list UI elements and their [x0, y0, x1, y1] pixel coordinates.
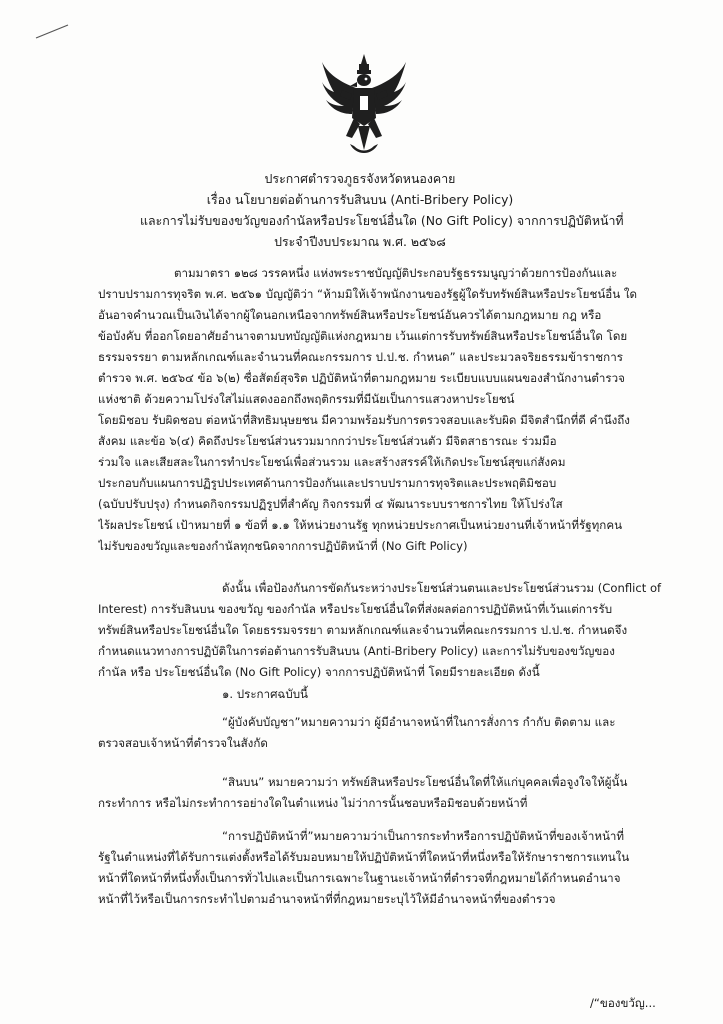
text-line: รัฐในตำแหน่งที่ได้รับการแต่งตั้งหรือได้รับมอบหมายให้ปฏิบัติหน้าที่ใดหน้าที่หนึ่งหรือให้รักษาราชการแทนใน: [98, 850, 630, 864]
text-line: กำนัล หรือ ประโยชน์อื่นใด (No Gift Policy) จากการปฏิบัติหน้าที่ โดยมีรายละเอียด ดังนี้: [98, 665, 540, 679]
paragraph-legal-basis: [98, 263, 684, 557]
heading-line-1: ประกาศตำรวจภูธรจังหวัดหนองคาย: [264, 171, 456, 186]
pen-stroke-mark: [34, 22, 70, 40]
text-line: “สินบน” หมายความว่า ทรัพย์สินหรือประโยชน์อื่นใดที่ให้แก่บุคคลเพื่อจูงใจให้ผู้นั้น: [222, 775, 628, 789]
text-line: ตำรวจ พ.ศ. ๒๕๖๔ ข้อ ๖(๒) ซื่อสัตย์สุจริต ปฏิบัติหน้าที่ตามกฎหมาย ระเบียบแบบแผนของสำนักงานตำรวจ: [98, 371, 625, 385]
text-line: ร่วมใจ และเสียสละในการทำประโยชน์เพื่อส่วนรวม และสร้างสรรค์ให้เกิดประโยชน์สุขแก่สังคม: [98, 455, 566, 469]
text-line: หน้าที่ไว้หรือเป็นการกระทำไปตามอำนาจหน้าที่ที่กฎหมายระบุไว้ให้มีอำนาจหน้าที่ของตำรวจ: [98, 892, 556, 906]
text-line: ดังนั้น เพื่อป้องกันการขัดกันระหว่างประโยชน์ส่วนตนและประโยชน์ส่วนรวม (Conflict of: [222, 581, 662, 595]
text-line: ตามมาตรา ๑๒๘ วรรคหนึ่ง แห่งพระราชบัญญัติประกอบรัฐธรรมนูญว่าด้วยการป้องกันและ: [174, 266, 618, 280]
text-line: “ผู้บังคับบัญชา”หมายความว่า ผู้มีอำนาจหน้าที่ในการสั่งการ กำกับ ติดตาม และ: [222, 715, 616, 729]
text-line: (ฉบับปรับปรุง) กำหนดกิจกรรมปฏิรูปที่สำคัญ กิจกรรมที่ ๔ พัฒนาระบบราชการไทย ให้โปร่งใส: [98, 497, 563, 511]
text-line: ข้อบังคับ ที่ออกโดยอาศัยอำนาจตามบทบัญญัติแห่งกฎหมาย เว้นแต่การรับทรัพย์สินหรือประโยชน์อื่นใด โดย: [98, 329, 628, 343]
page-continuation-note: /“ของขวัญ...: [590, 996, 656, 1010]
text-line: ประกอบกับแผนการปฏิรูปประเทศด้านการป้องกันและปราบปรามการทุจริตและประพฤติมิชอบ: [98, 476, 557, 490]
text-line: กำหนดแนวทางการปฏิบัติในการต่อต้านการรับสินบน (Anti-Bribery Policy) และการไม่รับของขวัญของ: [98, 644, 615, 658]
heading-line-2: เรื่อง นโยบายต่อต้านการรับสินบน (Anti-Bribery Policy): [206, 192, 514, 207]
definition-bribe: [98, 772, 684, 814]
garuda-emblem-icon: [320, 52, 408, 164]
text-line: หน้าที่ใดหน้าที่หนึ่งทั้งเป็นการทั่วไปและเป็นการเฉพาะในฐานะเจ้าหน้าที่ตำรวจที่กฎหมายได้กำหนดอำนาจ: [98, 871, 621, 885]
text-line: Interest) การรับสินบน ของขวัญ ของกำนัล หรือประโยชน์อื่นใดที่ส่งผลต่อการปฏิบัติหน้าที่เว้นแต่การรับ: [98, 602, 613, 616]
text-line: สังคม และข้อ ๖(๔) คิดถึงประโยชน์ส่วนรวมมากกว่าประโยชน์ส่วนตัว มีจิตสาธารณะ ร่วมมือ: [98, 434, 557, 448]
text-line: ๑. ประกาศฉบับนี้: [222, 687, 308, 701]
definition-supervisor: [98, 712, 684, 754]
text-line: ตรวจสอบเจ้าหน้าที่ตำรวจในสังกัด: [98, 736, 268, 750]
text-line: ธรรมจรรยา ตามหลักเกณฑ์และจำนวนที่คณะกรรมการ ป.ป.ช. กำหนด” และประมวลจริยธรรมข้าราชการ: [98, 350, 623, 364]
text-line: โดยมิชอบ รับผิดชอบ ต่อหน้าที่สิทธิมนุษยชน มีความพร้อมรับการตรวจสอบและรับผิด มีจิตสำนึกที่ดี คำนึงถึง: [98, 413, 630, 427]
clause-1-title: [98, 684, 684, 705]
paragraph-policy-scope: [98, 578, 684, 683]
text-line: ปราบปรามการทุจริต พ.ศ. ๒๕๖๑ บัญญัติว่า “ห้ามมิให้เจ้าพนักงานของรัฐผู้ใดรับทรัพย์สินหรือประโยชน์อื่น ใด: [98, 287, 638, 301]
text-line: ไม่รับของขวัญและของกำนัลทุกชนิดจากการปฏิบัติหน้าที่ (No Gift Policy): [98, 539, 468, 553]
text-line: ทรัพย์สินหรือประโยชน์อื่นใด โดยธรรมจรรยา ตามหลักเกณฑ์และจำนวนที่คณะกรรมการ ป.ป.ช. กำหนดจึง: [98, 623, 628, 637]
heading-line-4: ประจำปีงบประมาณ พ.ศ. ๒๕๖๘: [274, 234, 446, 249]
heading-line-3: และการไม่รับของขวัญของกำนัลหรือประโยชน์อื่นใด (No Gift Policy) จากการปฏิบัติหน้าที่: [140, 213, 624, 228]
definition-duty-performance: [98, 826, 684, 910]
announcement-heading: [140, 168, 624, 252]
text-line: กระทำการ หรือไม่กระทำการอย่างใดในตำแหน่ง ไม่ว่าการนั้นชอบหรือมิชอบด้วยหน้าที่: [98, 796, 528, 810]
text-line: “การปฏิบัติหน้าที่”หมายความว่าเป็นการกระทำหรือการปฏิบัติหน้าที่ของเจ้าหน้าที่: [222, 829, 625, 843]
text-line: ไร้ผลประโยชน์ เป้าหมายที่ ๑ ข้อที่ ๑.๑ ให้หน่วยงานรัฐ ทุกหน่วยประกาศเป็นหน่วยงานที่เจ้าหน้าที่รัฐทุกคน: [98, 518, 622, 532]
text-line: อันอาจคำนวณเป็นเงินได้จากผู้ใดนอกเหนือจากทรัพย์สินหรือประโยชน์อันควรได้ตามกฎหมาย กฎ หรือ: [98, 308, 602, 322]
text-line: แห่งชาติ ด้วยความโปร่งใสไม่แสดงออกถึงพฤติกรรมที่มีนัยเป็นการแสวงหาประโยชน์: [98, 392, 515, 406]
